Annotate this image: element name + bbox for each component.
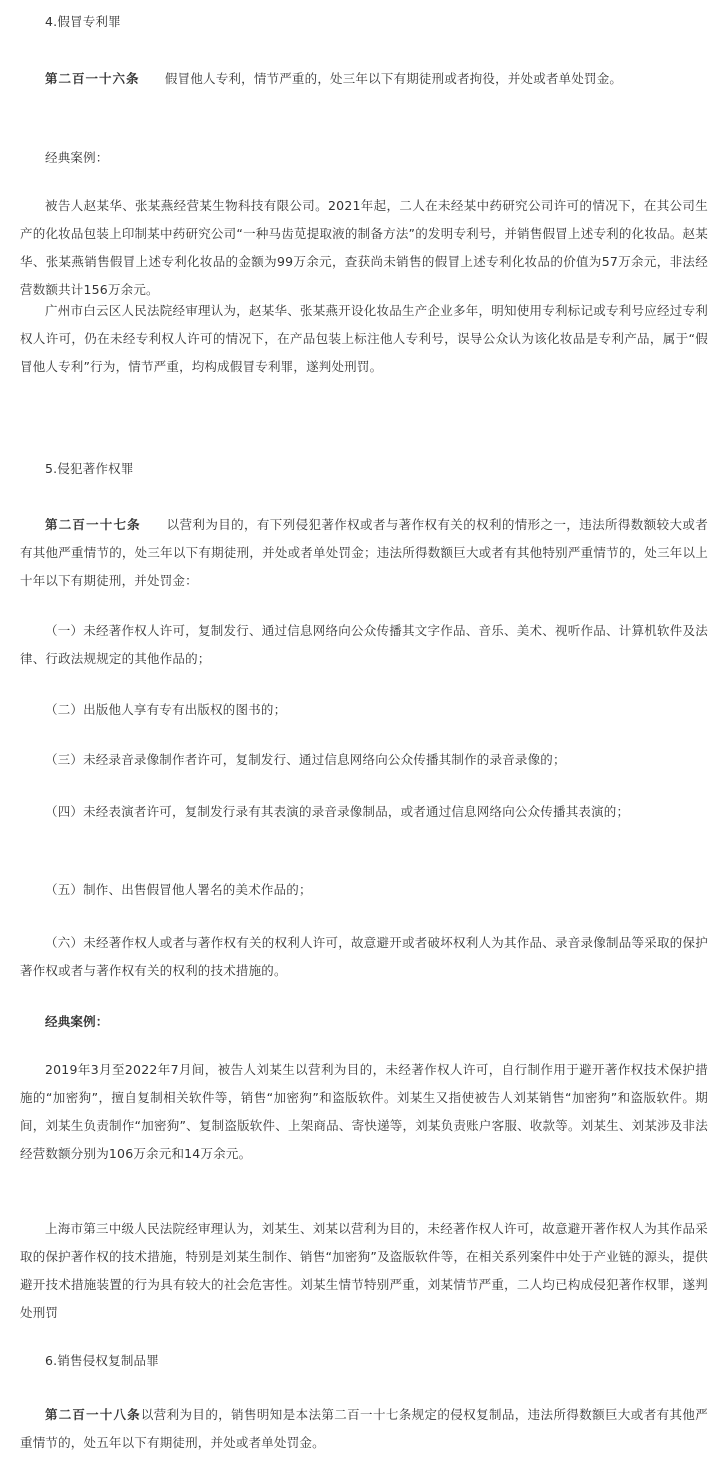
clause-2: （二）出版他人享有专有出版权的图书的； bbox=[45, 702, 287, 717]
case-heading-2: 经典案例： bbox=[45, 1014, 109, 1029]
case-2-judgment: 上海市第三中级人民法院经审理认为，刘某生、刘某以营利为目的，未经著作权人许可，故意避开著作权人为其作品采取的保护著作权的技术措施，特别是刘某生制作、销售“加密狗”及盗版软件等，在相关系列案件中处于产业链的源头，提供避开技术措施装置的行为具有较大的社会危害性。刘某生情节特别严重，刘某情节严重，二人均已构成侵犯著作权罪，遂判处刑罚 bbox=[20, 1221, 708, 1320]
clause-5: （五）制作、出售假冒他人署名的美术作品的； bbox=[45, 882, 312, 897]
case-heading-1: 经典案例： bbox=[45, 150, 109, 165]
clause-4: （四）未经表演者许可，复制发行录有其表演的录音录像制品，或者通过信息网络向公众传播其表演的； bbox=[45, 804, 630, 819]
article-label: 第二百一十八条 bbox=[45, 1407, 141, 1422]
article-217 bbox=[20, 511, 708, 595]
clause-1: （一）未经著作权人许可，复制发行、通过信息网络向公众传播其文字作品、音乐、美术、视听作品、计算机软件及法律、行政法规规定的其他作品的； bbox=[20, 623, 708, 666]
case-1-facts: 被告人赵某华、张某燕经营某生物科技有限公司。2021年起，二人在未经某中药研究公司许可的情况下，在其公司生产的化妆品包装上印制某中药研究公司“一种马齿苋提取液的制备方法”的发明专利号，并销售假冒上述专利的化妆品。赵某华、张某燕销售假冒上述专利化妆品的金额为99万余元，查获尚未销售的假冒上述专利化妆品的价值为57万余元，非法经营数额共计156万余元。 bbox=[20, 198, 708, 297]
article-label: 第二百一十六条 bbox=[45, 71, 140, 86]
clause-6: （六）未经著作权人或者与著作权有关的权利人许可，故意避开或者破坏权利人为其作品、录音录像制品等采取的保护著作权或者与著作权有关的权利的技术措施的。 bbox=[20, 935, 708, 978]
heading-sale-infringing: 6.销售侵权复制品罪 bbox=[45, 1353, 159, 1368]
article-text: 假冒他人专利，情节严重的，处三年以下有期徒刑或者拘役，并处或者单处罚金。 bbox=[139, 71, 623, 86]
case-1-judgment: 广州市白云区人民法院经审理认为，赵某华、张某燕开设化妆品生产企业多年，明知使用专利标记或专利号应经过专利权人许可，仍在未经专利权人许可的情况下，在产品包装上标注他人专利号，误导公众认为该化妆品是专利产品，属于“假冒他人专利”行为，情节严重，均构成假冒专利罪，遂判处刑罚。 bbox=[20, 303, 708, 374]
heading-fake-patent: 4.假冒专利罪 bbox=[45, 14, 121, 29]
article-text: 以营利为目的，有下列侵犯著作权或者与著作权有关的权利的情形之一，违法所得数额较大或者有其他严重情节的，处三年以下有期徒刑，并处或者单处罚金；违法所得数额巨大或者有其他特别严重情节的，处三年以上十年以下有期徒刑，并处罚金： bbox=[20, 517, 708, 588]
article-216 bbox=[20, 65, 708, 93]
case-2-facts: 2019年3月至2022年7月间，被告人刘某生以营利为目的，未经著作权人许可，自行制作用于避开著作权技术保护措施的“加密狗”，擅自复制相关软件等，销售“加密狗”和盗版软件。刘某生又指使被告人刘某销售“加密狗”和盗版软件。期间，刘某生负责制作“加密狗”、复制盗版软件、上架商品、寄快递等，刘某负责账户客服、收款等。刘某生、刘某涉及非法经营数额分别为106万余元和14万余元。 bbox=[20, 1062, 708, 1161]
article-218 bbox=[20, 1401, 708, 1457]
clause-3: （三）未经录音录像制作者许可，复制发行、通过信息网络向公众传播其制作的录音录像的； bbox=[45, 752, 566, 767]
article-text: 以营利为目的，销售明知是本法第二百一十七条规定的侵权复制品，违法所得数额巨大或者有其他严重情节的，处五年以下有期徒刑，并处或者单处罚金。 bbox=[20, 1407, 708, 1450]
heading-copyright: 5.侵犯著作权罪 bbox=[45, 461, 134, 476]
article-label: 第二百一十七条 bbox=[45, 517, 141, 532]
